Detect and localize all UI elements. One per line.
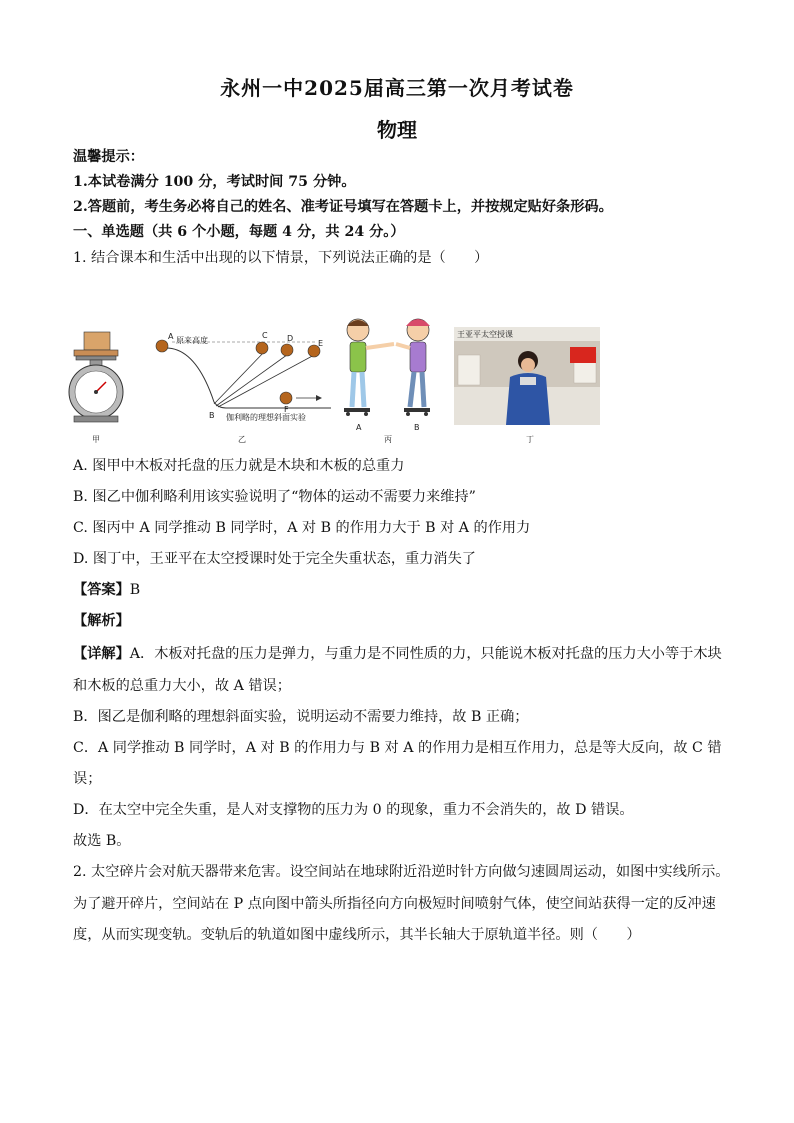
notice-heading: 温馨提示： [73, 149, 144, 165]
q1-answer [73, 580, 723, 600]
detail-line-7: 故选 B。 [73, 833, 131, 849]
detail-line-3: B．图乙是伽利略的理想斜面实验，说明运动不需要力维持，故 B 正确； [73, 709, 529, 725]
q2-line-3: 度，从而实现变轨。变轨后的轨道如图中虚线所示，其半长轴大于原轨道半径。则（ ） [73, 927, 641, 943]
exam-title: 永州一中2025届高三第一次月考试卷 [220, 76, 574, 100]
galileo-point-a: A [168, 332, 174, 341]
galileo-point-b: B [209, 411, 215, 420]
answer-tag: 【答案】 [73, 582, 130, 598]
detail-text-1: A．木板对托盘的压力是弹力，与重力是不同性质的力，只能说木板对托盘的压力大小等于木块 [129, 646, 722, 662]
figure-label-yi: 乙 [238, 435, 246, 444]
q1-option-b: B. 图乙中伽利略利用该实验说明了“物体的运动不需要力来维持” [73, 489, 476, 505]
detail-line-1 [73, 644, 723, 664]
section-heading: 一、单选题（共 6 个小题，每题 4 分，共 24 分。） [73, 224, 405, 240]
q2-line-2: 为了避开碎片，空间站在 P 点向图中箭头所指径向方向极短时间喷射气体，使空间站获得一定的反冲速 [73, 896, 716, 912]
galileo-caption: 伽利略的理想斜面实验 [226, 413, 306, 422]
detail-line-6: D．在太空中完全失重，是人对支撑物的压力为 0 的现象，重力不会消失的，故 D 错误。 [73, 802, 634, 818]
detail-line-5: 误； [73, 771, 102, 787]
figure-label-ding: 丁 [526, 435, 534, 444]
figure-label-bing: 丙 [384, 435, 392, 444]
photo-caption: 王亚平太空授课 [457, 330, 513, 339]
q1-option-a: A. 图甲中木板对托盘的压力就是木块和木板的总重力 [73, 458, 405, 474]
detail-line-2: 和木板的总重力大小，故 A 错误； [73, 678, 291, 694]
q2-line-1: 2. 太空碎片会对航天器带来危害。设空间站在地球附近沿逆时针方向做匀速圆周运动，如图中实线所示。 [73, 864, 730, 880]
person-b-label: B [414, 423, 420, 432]
galileo-height-label: 原来高度 [176, 336, 208, 345]
notice-line-1: 1.本试卷满分 100 分，考试时间 75 分钟。 [73, 174, 356, 190]
person-a-label: A [356, 423, 362, 432]
figure-label-jia: 甲 [92, 435, 100, 444]
space-lesson-photo [454, 327, 600, 425]
q1-option-c: C. 图丙中 A 同学推动 B 同学时，A 对 B 的作用力大于 B 对 A 的作用力 [73, 520, 531, 536]
analysis-tag: 【解析】 [73, 613, 130, 629]
subject-title: 物理 [377, 118, 417, 142]
q1-stem: 1. 结合课本和生活中出现的以下情景，下列说法正确的是（ ） [73, 250, 489, 266]
q1-option-d: D. 图丁中，王亚平在太空授课时处于完全失重状态，重力消失了 [73, 551, 476, 567]
galileo-point-f: F [284, 405, 289, 414]
galileo-illustration [156, 340, 331, 408]
notice-line-2: 2.答题前，考生务必将自己的姓名、准考证号填写在答题卡上，并按规定贴好条形码。 [73, 199, 613, 215]
detail-line-4: C．A 同学推动 B 同学时，A 对 B 的作用力与 B 对 A 的作用力是相互作用力，总是等大反向，故 C 错 [73, 740, 722, 756]
space-lesson-photo-drawing [454, 327, 600, 425]
galileo-point-e: E [318, 339, 324, 348]
detail-tag: 【详解】 [73, 646, 130, 662]
pushing-people-illustration [344, 319, 430, 416]
scale-illustration [69, 332, 123, 422]
galileo-point-c: C [262, 331, 268, 340]
answer-value: B [129, 582, 141, 598]
galileo-point-d: D [287, 334, 294, 343]
